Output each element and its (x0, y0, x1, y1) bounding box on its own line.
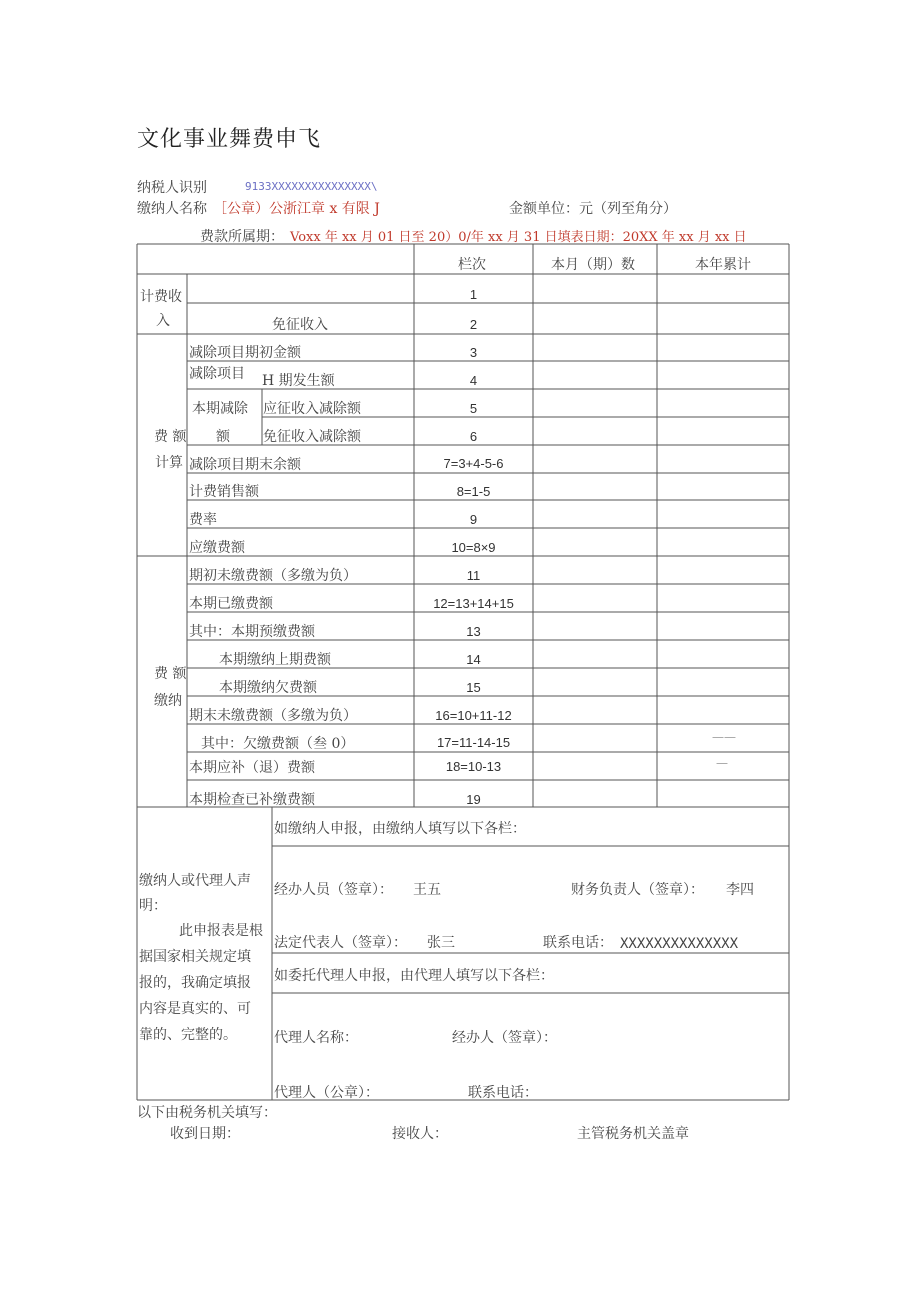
group-pay-label: 费 额 (154, 666, 187, 682)
agent-name-label: 代理人名称： (274, 1030, 358, 1046)
group-calc-label-2: 计算 (155, 455, 183, 471)
row-item-12: 本期已缴费额 (189, 596, 273, 612)
declaration-left-6: 内容是真实的、可 (139, 1001, 251, 1017)
finance-value: 李四 (726, 882, 754, 898)
phone-label: 联系电话： (543, 935, 613, 951)
group-pay-label-2: 缴纳 (154, 693, 182, 709)
agent-handler-label: 经办人（签章）： (452, 1030, 557, 1046)
row-no-2: 2 (469, 317, 478, 332)
declaration-left-2: 明： (139, 898, 167, 914)
row-item-15: 本期缴纳欠费额 (219, 680, 317, 696)
row-item-14: 本期缴纳上期费额 (219, 652, 331, 668)
row-17-year-dash: —— (712, 730, 736, 744)
row-item-5: 应征收入减除额 (263, 401, 361, 417)
row-item-10: 应缴费额 (189, 540, 245, 556)
group-calc-label: 费 额 (154, 429, 187, 445)
legal-rep-value: 张三 (427, 935, 455, 951)
self-declare-title: 如缴纳人申报，由缴纳人填写以下各栏： (274, 821, 526, 837)
header-month: 本月（期）数 (551, 257, 635, 273)
row-no-13: 13 (466, 624, 481, 639)
page-title: 文化事业舞费申飞 (137, 127, 322, 152)
row-no-10: 10=8×9 (451, 540, 496, 555)
row-no-17: 17=11-14-15 (436, 735, 511, 750)
row-no-15: 15 (466, 680, 481, 695)
period-value: Voxx 年 xx 月 01 日至 20）0/年 xx 月 31 日填表日期：20XX 年 xx 月 xx 日 (290, 230, 747, 245)
row-no-1: 1 (469, 287, 478, 302)
row-no-14: 14 (466, 652, 481, 667)
header-year: 本年累计 (695, 257, 751, 273)
row-no-5: 5 (469, 401, 478, 416)
row-item-18: 本期应补（退）费额 (189, 760, 315, 776)
row-item-2: 免征收入 (272, 317, 328, 333)
taxpayer-id-value: 9133XXXXXXXXXXXXXXX\ (245, 180, 378, 193)
receive-date-label: 收到日期： (170, 1126, 240, 1142)
declaration-left-3: 此申报表是根 (179, 923, 263, 939)
agent-declare-title: 如委托代理人申报，由代理人填写以下各栏： (274, 968, 554, 984)
row-no-18: 18=10-13 (445, 759, 502, 774)
row-no-7: 7=3+4-5-6 (443, 456, 504, 471)
row-no-4: 4 (469, 373, 478, 388)
declaration-left-1: 缴纳人或代理人声 (139, 873, 251, 889)
row-item-7: 减除项目期末余额 (189, 457, 301, 473)
handler-value: 王五 (413, 882, 441, 898)
row-no-3: 3 (469, 345, 478, 360)
row-item-19: 本期检查已补缴费额 (189, 792, 315, 808)
receiver-label: 接收人： (392, 1126, 448, 1142)
row-item-17: 其中：欠缴费额（叁 0） (201, 736, 355, 752)
tax-office-note: 以下由税务机关填写： (137, 1105, 277, 1121)
payer-name-label: 缴纳人名称 (137, 201, 207, 217)
row-no-8: 8=1-5 (456, 484, 491, 499)
row-item-13: 其中：本期预缴费额 (189, 624, 315, 640)
row-item-11: 期初未缴费额（多缴为负） (189, 568, 357, 584)
amount-unit: 金额单位：元（列至角分） (509, 201, 677, 217)
agent-phone-label: 联系电话： (468, 1085, 538, 1101)
header-col-no: 栏次 (458, 257, 486, 273)
row-no-9: 9 (469, 512, 478, 527)
declaration-left-5: 报的，我确定填报 (139, 975, 251, 991)
sub-deduct-item-label: 减除项目 (189, 366, 245, 382)
finance-label: 财务负责人（签章）： (571, 882, 704, 898)
payer-name-value: ［公章）公浙江章 x 有限 J (213, 201, 380, 217)
phone-value: XXXXXXXXXXXXXX (620, 936, 739, 952)
row-item-16: 期末未缴费额（多缴为负） (189, 708, 357, 724)
row-item-9: 费率 (189, 512, 217, 528)
row-no-12: 12=13+14+15 (433, 596, 514, 611)
group-income-label: 计费收 (140, 289, 182, 305)
declaration-left-7: 靠的、完整的。 (139, 1027, 237, 1043)
sub-current-deduct-label-2: 额 (216, 429, 230, 445)
group-income-label-2: 入 (156, 313, 170, 329)
handler-label: 经办人员（签章）： (274, 882, 393, 898)
declaration-left-4: 据国家相关规定填 (139, 949, 251, 965)
row-item-6: 免征收入减除额 (263, 429, 361, 445)
tax-seal-label: 主管税务机关盖章 (577, 1126, 689, 1142)
row-no-16: 16=10+11-12 (435, 708, 512, 723)
row-no-6: 6 (469, 429, 478, 444)
agent-seal-label: 代理人（公章）： (274, 1085, 379, 1101)
row-no-11: 11 (466, 568, 481, 583)
legal-rep-label: 法定代表人（签章）： (274, 935, 407, 951)
row-item-4: H 期发生额 (262, 373, 335, 389)
row-item-8: 计费销售额 (189, 484, 259, 500)
row-18-year-dash: — (716, 756, 728, 770)
period-label: 费款所属期： (200, 229, 284, 245)
row-item-3: 减除项目期初金额 (189, 345, 301, 361)
taxpayer-id-label: 纳税人识别 (137, 180, 207, 196)
row-no-19: 19 (466, 792, 481, 807)
sub-current-deduct-label: 本期减除 (192, 401, 248, 417)
